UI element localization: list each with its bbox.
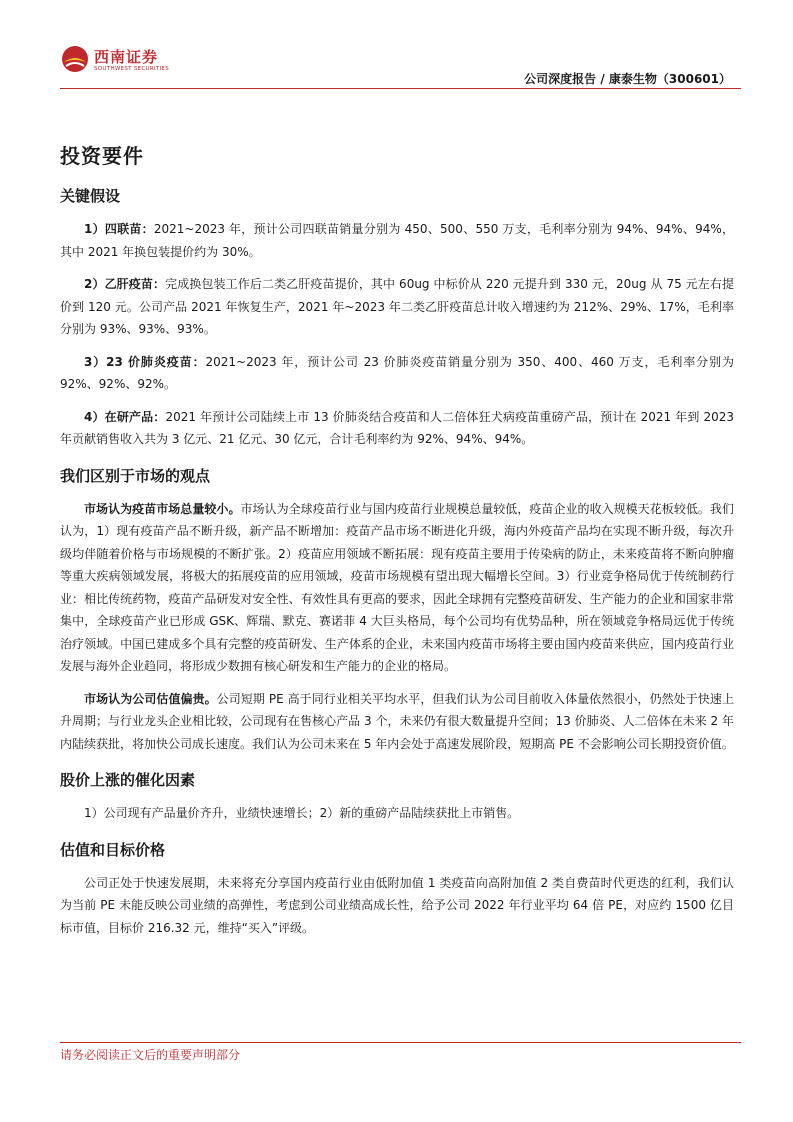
- catalysts-heading: 股价上涨的催化因素: [60, 771, 196, 789]
- assumption-text: 完成换包装工作后二类乙肝疫苗提价，其中 60ug 中标价从 220 元提升到 330 元，20ug 从 75 元左右提价到 120 元。公司产品 2021 年恢复生产，2021 年~2023 年二类乙肝疫苗总计收入增速约为 212%、29%、17%，毛利率分别为 93%、93%、93%。: [60, 277, 734, 336]
- company-logo: [60, 44, 170, 84]
- footer-divider: [60, 1042, 741, 1043]
- view-text: 市场认为全球疫苗行业与国内疫苗行业规模总量较低，疫苗企业的收入规模天花板较低。我们认为，1）现有疫苗产品不断升级，新产品不断增加：疫苗产品市场不断进化升级，海内外疫苗产品均在实现不断升级，每次升级均伴随着价格与市场规模的不断扩张。2）疫苗应用领域不断拓展：现有疫苗主要用于传染病的防止，未来疫苗将不断向肿瘤等重大疾病领域发展，将极大的拓展疫苗的应用领域，疫苗市场规模有望出现大幅增长空间。3）行业竞争格局优于传统制药行业：相比传统药物，疫苗产品研发对安全性、有效性具有更高的要求，因此全球拥有完整疫苗研发、生产能力的企业和国家非常集中，全球疫苗产业已形成 GSK、辉瑞、默克、赛诺菲 4 大巨头格局，每个公司均有优势品种，所在领域竞争格局远优于传统治疗领域。中国已建成多个具有完整的疫苗研发、生产体系的企业，未来国内疫苗市场将主要由国内疫苗来供应，国内疫苗行业发展与海外企业趋同，将形成少数拥有核心研发和生产能力的企业的格局。: [60, 501, 734, 673]
- assumption-lead: 4）在研产品：: [84, 409, 166, 424]
- view-lead: 市场认为公司估值偏贵。: [84, 691, 217, 706]
- logo-english-name: SOUTHWEST SECURITIES: [94, 66, 170, 72]
- valuation-heading: 估值和目标价格: [60, 840, 166, 859]
- assumption-item: [60, 273, 734, 341]
- assumption-item: [60, 406, 734, 451]
- logo-chinese-name: 西南证券: [94, 48, 159, 66]
- main-content: [60, 130, 734, 949]
- assumption-text: 2021 年预计公司陆续上市 13 价肺炎结合疫苗和人二倍体狂犬病疫苗重磅产品，预计在 2021 年到 2023 年贡献销售收入共为 3 亿元、21 亿元、30 亿元，合计毛利率约为 92%、94%、94%。: [60, 409, 734, 446]
- assumption-item: [60, 218, 734, 263]
- differentiated-view-heading: 我们区别于市场的观点: [60, 466, 211, 485]
- assumption-text: 2021~2023 年，预计公司四联苗销量分别为 450、500、550 万支，毛利率分别为 94%、94%、94%，其中 2021 年换包装提价约为 30%。: [60, 222, 734, 259]
- assumption-item: [60, 351, 734, 396]
- southwest-securities-logo-icon: [60, 44, 90, 74]
- valuation-text: 公司正处于快速发展期，未来将充分享国内疫苗行业由低附加值 1 类疫苗向高附加值 2 类自费苗时代更迭的红利，我们认为当前 PE 未能反映公司业绩的高弹性，考虑到公司业绩高成长性，给予公司 2022 年行业平均 64 倍 PE，对应约 1500 亿目标市值，目标价 216.32 元，维持“买入”评级。: [60, 875, 734, 935]
- assumption-text: 2021~2023 年，预计公司 23 价肺炎疫苗销量分别为 350、400、460 万支，毛利率分别为 92%、92%、92%。: [60, 354, 734, 391]
- view-text: 公司短期 PE 高于同行业相关平均水平，但我们认为公司目前收入体量依然很小，仍然处于快速上升周期；与行业龙头企业相比较，公司现有在售核心产品 3 个，未来仍有很大数量提升空间；13 价肺炎、人二倍体在未来 2 年内陆续获批，将加快公司成长速度。我们认为公司未来在 5 年内会处于高速发展阶段，短期高 PE 不会影响公司长期投资价值。: [60, 691, 734, 751]
- assumption-lead: 3）23 价肺炎疫苗：: [84, 354, 206, 369]
- assumption-lead: 2）乙肝疫苗：: [84, 277, 166, 291]
- header-divider: [60, 88, 741, 89]
- footer-disclaimer: 请务必阅读正文后的重要声明部分: [60, 1048, 241, 1062]
- report-header-title: 公司深度报告 / 康泰生物（300601）: [524, 72, 731, 86]
- catalysts-text: 1）公司现有产品量价齐升，业绩快速增长；2）新的重磅产品陆续获批上市销售。: [84, 806, 520, 820]
- assumption-lead: 1）四联苗：: [84, 222, 154, 236]
- key-assumptions-heading: 关键假设: [60, 187, 121, 205]
- page-title: 投资要件: [60, 144, 144, 168]
- view-lead: 市场认为疫苗市场总量较小。: [84, 501, 241, 516]
- view-item: [60, 498, 734, 678]
- view-item: [60, 688, 734, 756]
